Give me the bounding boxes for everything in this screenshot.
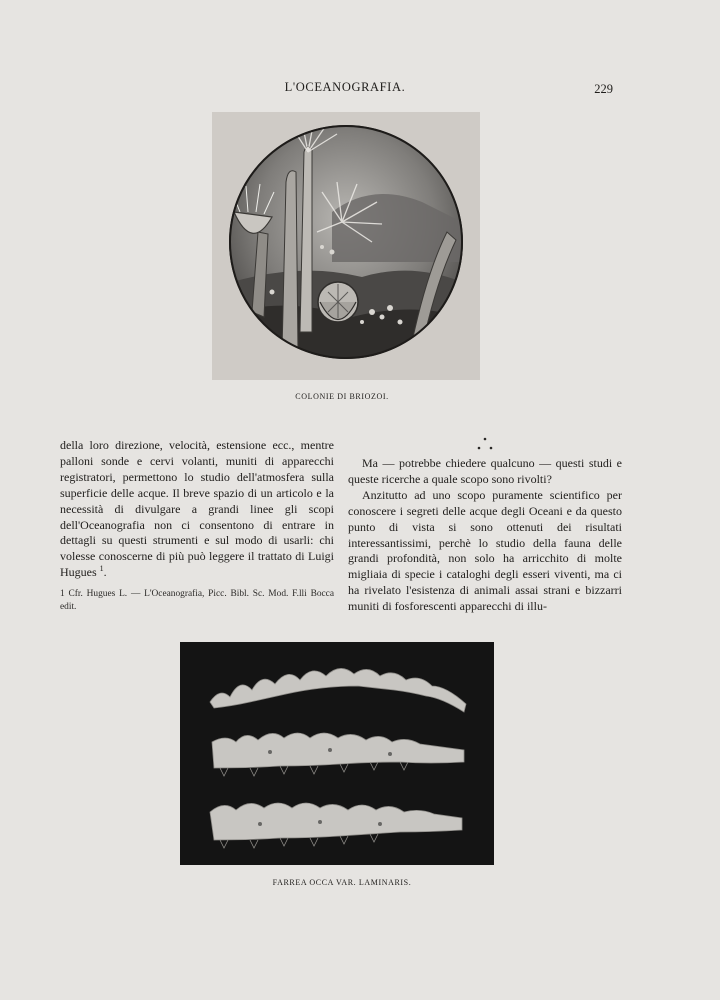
- footnote-marker: 1: [99, 564, 104, 574]
- bryozoa-illustration: [212, 112, 480, 380]
- left-column: della loro direzione, velocità, estensione ecc., mentre palloni sonde e cervi volanti, muniti di apparecchi registratori, permettono lo studio dell'atmosfera sulla superficie delle acque. Il breve spazio di un articolo e la necessità di divulgare a grandi linee gli scopi dell'Oceanografia non ci consentono di entrare in dettagli su questi strumenti e sul modo di usarli: chi volesse conoscerne di più può leggere il trattato di Luigi Hugues $^1$.: [60, 438, 334, 580]
- figure-caption-farrea: FARREA OCCA VAR. LAMINARIS.: [272, 878, 412, 887]
- figure-caption-bryozoa: COLONIE DI BRIOZOI.: [295, 392, 389, 401]
- left-column-text: della loro direzione, velocità, estensione ecc., mentre palloni sonde e cervi volanti, muniti di apparecchi registratori, permettono lo studio dell'atmosfera sulla superficie delle acque. Il breve spazio di un articolo e la necessità di divulgare a grandi linee gli scopi dell'Oceanografia non ci consentono di entrare in dettagli su questi strumenti e sul modo di usarli: chi volesse conoscerne di più può leggere il trattato di Luigi Hugues: [60, 438, 334, 580]
- right-paragraph-1: Ma — potrebbe chiedere qualcuno — questi studi e queste ricerche a quale scopo sono rivolti?: [348, 456, 622, 486]
- right-column: [348, 456, 622, 615]
- right-paragraph-2: Anzitutto ad uno scopo puramente scientifico per conoscere i segreti delle acque degli Oceani e da questo punto di vista si sono ottenuti dei risultati interessantissimi, perchè lo studio della fauna delle grandi profondità, non solo ha arricchito di molte migliaia di specie i cataloghi degli esseri viventi, ma ci ha rivelato l'esistenza di animali assai strani e bizzarri muniti di fosforescenti apparecchi di illu-: [348, 487, 622, 614]
- running-title: L'OCEANOGRAFIA.: [284, 80, 406, 94]
- asterism-divider: [475, 436, 495, 452]
- farrea-occa-photograph: [180, 642, 494, 865]
- footnote-text: 1 Cfr. Hugues L. — L'Oceanografia, Picc. Bibl. Sc. Mod. F.lli Bocca edit.: [60, 589, 334, 612]
- footnote: [60, 588, 334, 613]
- page-number: 229: [594, 82, 613, 96]
